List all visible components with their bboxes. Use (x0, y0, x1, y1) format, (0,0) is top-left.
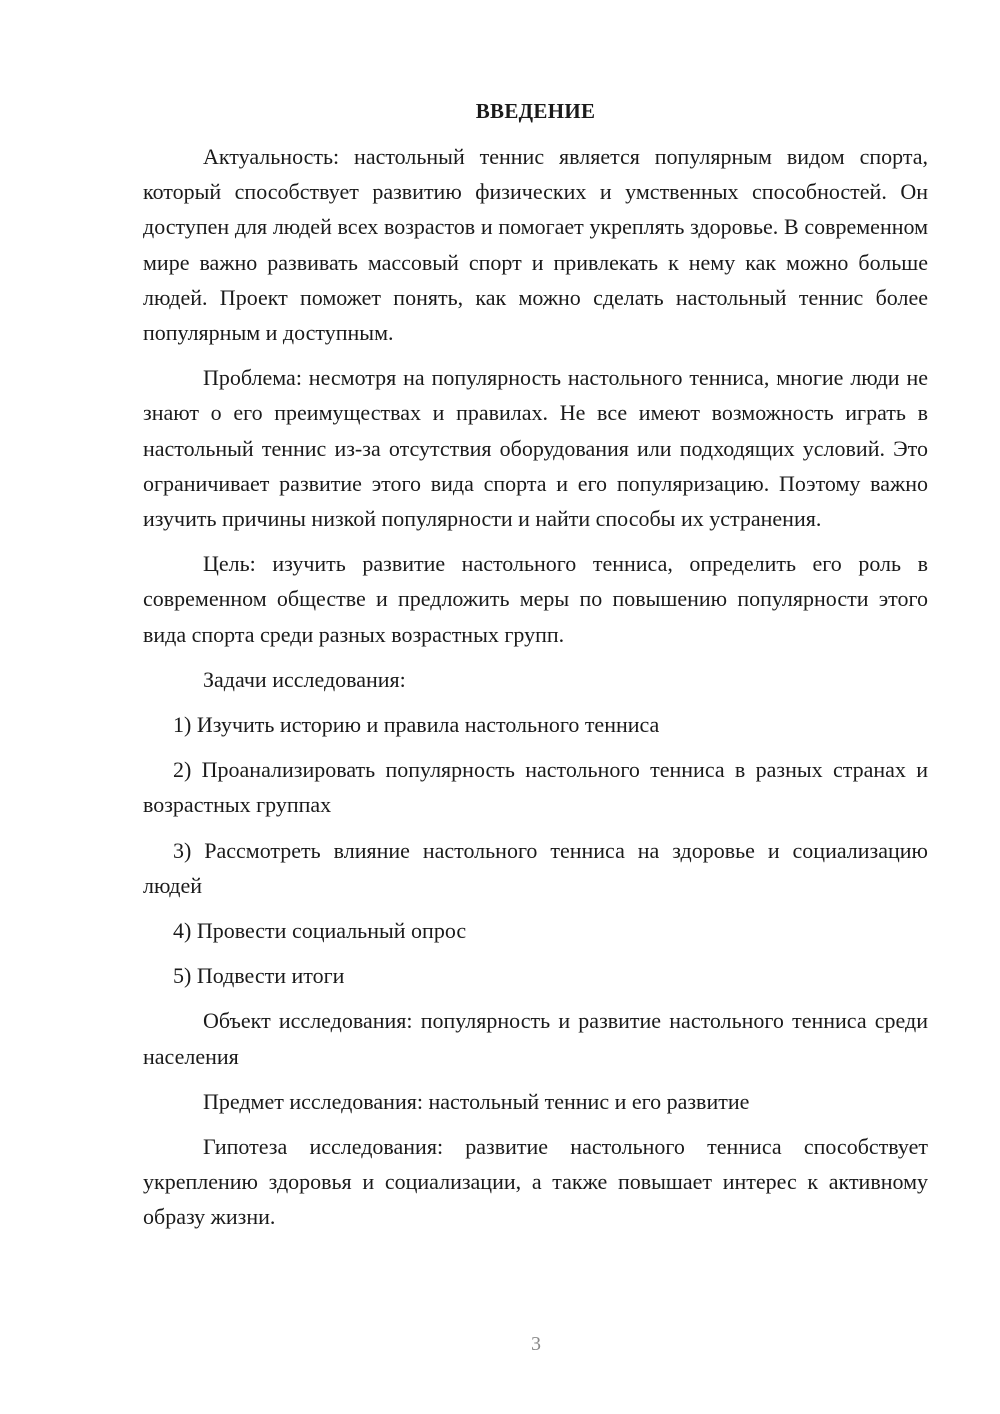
section-title: ВВЕДЕНИЕ (475, 99, 596, 123)
paragraph-hypothesis: Гипотеза исследования: развитие настольного тенниса способствует укреплению здоровья и социализации, а также повышает интерес к активному образу жизни. (143, 1134, 928, 1230)
page-content (143, 96, 928, 1245)
tasks-heading: Задачи исследования: (203, 666, 406, 692)
task-item-4: 4) Провести социальный опрос (173, 918, 467, 944)
paragraph-problem: Проблема: несмотря на популярность настольного тенниса, многие люди не знают о его преимуществах и правилах. Не все имеют возможность играть в настольный теннис из-за отсутствия оборудования или подходящих условий. Это ограничивает развитие этого вида спорта и его популяризацию. Поэтому важно изучить причины низкой популярности и найти способы их устранения. (143, 365, 928, 532)
task-item-5: 5) Подвести итоги (173, 963, 345, 989)
paragraph-goal: Цель: изучить развитие настольного тенниса, определить его роль в современном обществе и предложить меры по повышению популярности этого вида спорта среди разных возрастных групп. (143, 551, 928, 647)
task-item-2: 2) Проанализировать популярность настольного тенниса в разных странах и возрастных группах (143, 757, 928, 818)
task-item-1: 1) Изучить историю и правила настольного тенниса (173, 712, 660, 738)
paragraph-relevance: Актуальность: настольный теннис является популярным видом спорта, который способствует развитию физических и умственных способностей. Он доступен для людей всех возрастов и помогает укреплять здоровье. В современном мире важно развивать массовый спорт и привлекать к нему как можно больше людей. Проект поможет понять, как можно сделать настольный теннис более популярным и доступным. (143, 144, 928, 346)
paragraph-subject: Предмет исследования: настольный теннис и его развитие (203, 1088, 750, 1114)
paragraph-object: Объект исследования: популярность и развитие настольного тенниса среди населения (143, 1008, 928, 1069)
task-item-3: 3) Рассмотреть влияние настольного тенниса на здоровье и социализацию людей (143, 837, 928, 898)
page-number: 3 (531, 1333, 541, 1355)
